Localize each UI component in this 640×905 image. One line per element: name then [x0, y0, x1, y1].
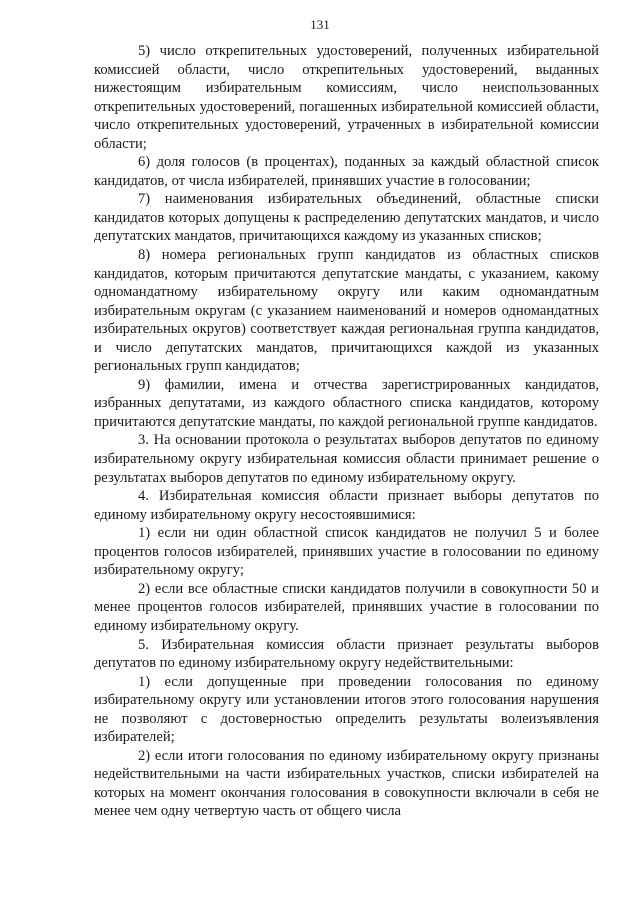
paragraph-item-9: 9) фамилии, имена и отчества зарегистрированных кандидатов, избранных депутатами, из каждого областного списка кандидатов, которому причитаются депутатские мандаты, по каждой региональной группе кандидатов. [94, 376, 599, 430]
paragraph-section-5-item-2: 2) если итоги голосования по единому избирательному округу признаны недействительными на части избирательных участков, списки избирателей на которых на момент окончания голосования в совокупности включали в себя не менее чем одну четвертую часть от общего числа [94, 747, 599, 820]
paragraph-section-4-item-1: 1) если ни один областной список кандидатов не получил 5 и более процентов голосов избирателей, принявших участие в голосовании по единому избирательному округу; [94, 525, 599, 579]
paragraph-item-5: 5) число открепительных удостоверений, полученных избирательной комиссией области, число открепительных удостоверений, выданных нижестоящим избирательным комиссиям, число неиспользованных открепительных удостоверений, погашенных избирательной комиссией области, число открепительных удостоверений, утраченных в избирательной комиссии области; [94, 43, 599, 152]
paragraph-section-4-item-2: 2) если все областные списки кандидатов получили в совокупности 50 и менее процентов голосов избирателей, принявших участие в голосовании по единому избирательному округу. [94, 580, 599, 634]
paragraph-section-5-item-1: 1) если допущенные при проведении голосования по единому избирательному округу или установлении итогов этого голосования нарушения не позволяют с достоверностью определить результаты волеизъявления избирателей; [94, 673, 599, 746]
page-number: 131 [310, 17, 330, 32]
paragraph-section-4: 4. Избирательная комиссия области признает выборы депутатов по единому избирательному округу несостоявшимися: [94, 488, 599, 523]
paragraph-section-3: 3. На основании протокола о результатах выборов депутатов по единому избирательному округу избирательная комиссия области принимает решение о результатах выборов депутатов по единому избирательному округу. [94, 432, 599, 486]
paragraph-item-8: 8) номера региональных групп кандидатов из областных списков кандидатов, которым причитаются депутатские мандаты, с указанием, какому одномандатному избирательному округу или каким одномандатным избирательным округам (с указанием наименований и номеров одномандатных избирательных округов) соответствует каждая региональная группа кандидатов, и число депутатских мандатов, причитающихся каждой из указанных региональных групп кандидатов; [94, 247, 599, 375]
paragraph-section-5: 5. Избирательная комиссия области признает результаты выборов депутатов по единому избирательному округу недействительными: [94, 636, 599, 672]
paragraph-item-7: 7) наименования избирательных объединений, областные списки кандидатов которых допущены к распределению депутатских мандатов, и число депутатских мандатов, причитающихся каждому из указанных списков; [94, 191, 599, 245]
document-body [94, 42, 599, 821]
paragraph-item-6: 6) доля голосов (в процентах), поданных за каждый областной список кандидатов, от числа избирателей, принявших участие в голосовании; [94, 154, 599, 189]
